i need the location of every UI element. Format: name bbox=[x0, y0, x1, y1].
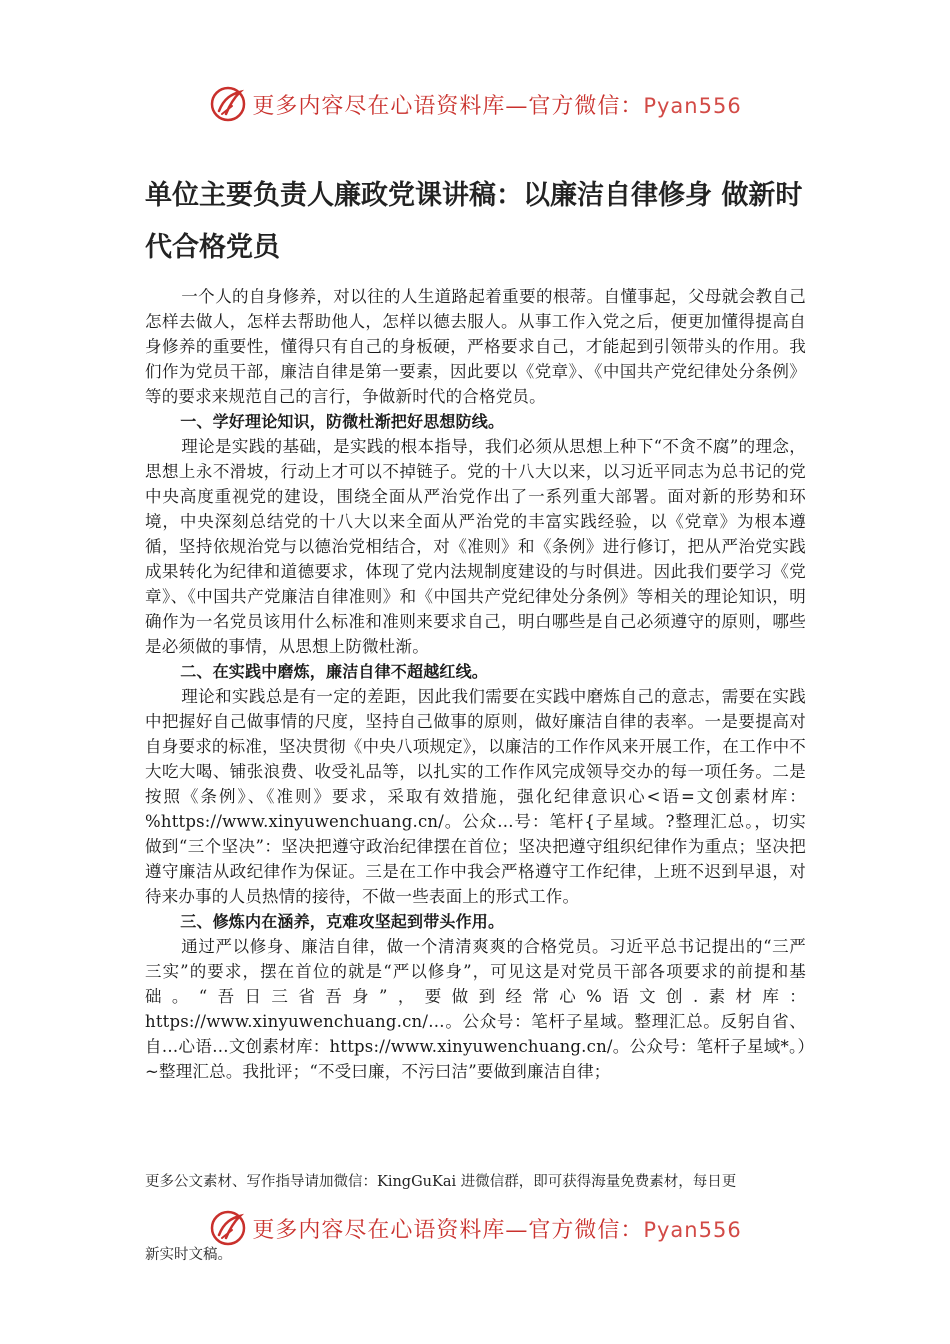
paragraph: 一个人的自身修养，对以往的人生道路起着重要的根蒂。自懂事起，父母就会教自己怎样去做人，怎样去帮助他人，怎样以德去服人。从事工作入党之后，便更加懂得提高自身修养的重要性，懂得只有自己的身板硬，严格要求自己，才能起到引领带头的作用。我们作为党员干部，廉洁自律是第一要素，因此要以《党章》、《中国共产党纪律处分条例》等的要求来规范自己的言行，争做新时代的合格党员。 bbox=[145, 287, 806, 406]
logo-icon bbox=[208, 84, 248, 124]
banner-text: 更多内容尽在心语资料库—官方微信：Pyan556 bbox=[252, 93, 742, 119]
article-body bbox=[145, 284, 806, 1084]
section-heading: 一、学好理论知识，防微杜渐把好思想防线。 bbox=[180, 412, 505, 431]
paragraph: 理论是实践的基础，是实践的根本指导，我们必须从思想上种下“不贪不腐”的理念，思想上永不滑坡，行动上才可以不掉链子。党的十八大以来，以习近平同志为总书记的党中央高度重视党的建设，围绕全面从严治党作出了一系列重大部署。面对新的形势和环境，中央深刻总结党的十八大以来全面从严治党的丰富实践经验，以《党章》为根本遵循，坚持依规治党与以德治党相结合，对《准则》和《条例》进行修订，把从严治党实践成果转化为纪律和道德要求，体现了党内法规制度建设的与时俱进。因此我们要学习《党章》、《中国共产党廉洁自律准则》和《中国共产党纪律处分条例》等相关的理论知识，明确作为一名党员该用什么标准和准则来要求自己，明白哪些是自己必须遵守的原则，哪些是必须做的事情，从思想上防微杜渐。 bbox=[145, 437, 806, 656]
section-heading: 三、修炼内在涵养，克难攻坚起到带头作用。 bbox=[180, 912, 505, 931]
banner-text: 更多内容尽在心语资料库—官方微信：Pyan556 bbox=[252, 1217, 742, 1243]
logo-icon bbox=[208, 1208, 248, 1248]
paragraph: 理论和实践总是有一定的差距，因此我们需要在实践中磨炼自己的意志，需要在实践中把握好自己做事情的尺度，坚持自己做事的原则，做好廉洁自律的表率。一是要提高对自身要求的标准，坚决贯彻《中央八项规定》，以廉洁的工作作风来开展工作，在工作中不大吃大喝、铺张浪费、收受礼品等，以扎实的工作作风完成领导交办的每一项任务。二是按照《条例》、《准则》要求，采取有效措施，强化纪律意识心<语=文创素材库：%https://www.xinyuwenchuang.cn/。公众…号：笔杆{子星域。?整理汇总。，切实做到“三个坚决”：坚决把遵守政治纪律摆在首位；坚决把遵守组织纪律作为重点；坚决把遵守廉洁从政纪律作为保证。三是在工作中我会严格遵守工作纪律，上班不迟到早退，对待来办事的人员热情的接待，不做一些表面上的形式工作。 bbox=[145, 687, 806, 906]
footnote: 更多公文素材、写作指导请加微信：KingGuKai 进微信群，即可获得海量免费素材，每日更 bbox=[145, 1174, 737, 1190]
header-banner bbox=[0, 80, 950, 128]
banner-wechat: Pyan556 bbox=[643, 1217, 742, 1242]
page-title: 单位主要负责人廉政党课讲稿：以廉洁自律修身 做新时代合格党员 bbox=[145, 180, 803, 263]
banner-wechat: Pyan556 bbox=[643, 93, 742, 118]
section-heading: 二、在实践中磨炼，廉洁自律不超越红线。 bbox=[180, 662, 488, 681]
paragraph: 通过严以修身、廉洁自律，做一个清清爽爽的合格党员。习近平总书记提出的“三严三实”的要求，摆在首位的就是“严以修身”，可见这是对党员干部各项要求的前提和基础。“吾日三省吾身”，要做到经常心%语文创.素材库：https://www.xinyuwenchuang.cn/…。公众号：笔杆子星域。整理汇总。反躬自省、自…心语…文创素材库：https://www.xinyuwenchuang.cn/。公众号：笔杆子星域*。）~整理汇总。我批评；“不受曰廉，不污曰洁”要做到廉洁自律； bbox=[145, 937, 806, 1081]
footer-banner bbox=[0, 1204, 950, 1252]
footnote-continued: 新实时文稿。 bbox=[145, 1247, 232, 1263]
